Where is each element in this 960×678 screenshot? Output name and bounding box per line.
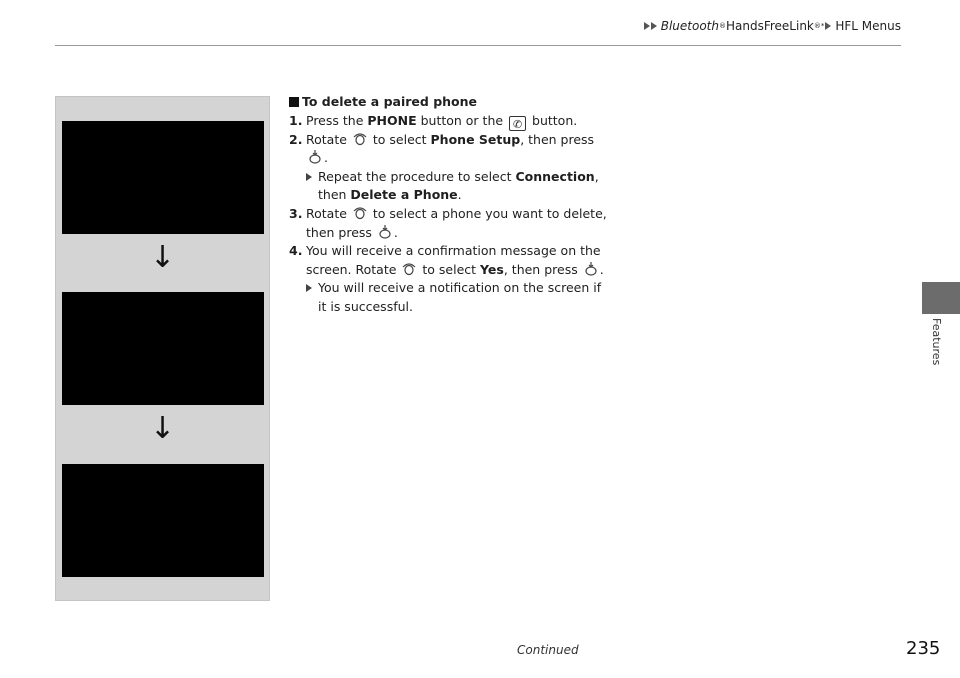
- step-1: [289, 112, 609, 131]
- rotate-knob-icon: [352, 131, 368, 147]
- section-tab-label: Features: [930, 318, 943, 366]
- breadcrumb-bluetooth: Bluetooth: [660, 19, 719, 33]
- step-text: .: [599, 261, 604, 277]
- step-text: You will receive a confirmation message on the screen. Rotate: [306, 243, 601, 277]
- step-text: to select: [418, 261, 481, 277]
- header-rule: [55, 45, 901, 46]
- step-text: , then press: [503, 261, 582, 277]
- breadcrumb-handsfreelink: HandsFreeLink: [725, 19, 814, 33]
- breadcrumb-arrow-icon: [644, 22, 650, 30]
- press-knob-icon: [307, 149, 323, 165]
- step-4-note: [289, 279, 609, 316]
- continued-label: Continued: [517, 643, 579, 657]
- note-text: Repeat the procedure to select: [318, 168, 516, 184]
- rotate-knob-icon: [352, 205, 368, 221]
- step-text: Press the: [306, 112, 368, 128]
- step-number: 3.: [289, 205, 303, 221]
- step-text: .: [324, 150, 328, 166]
- step-text: , then press: [520, 131, 595, 147]
- phone-setup-label: Phone Setup: [430, 131, 521, 147]
- procedure: [289, 93, 609, 317]
- step-2: [289, 131, 609, 168]
- screen-illustration-panel: [55, 96, 270, 601]
- rotate-knob-icon: [401, 261, 417, 277]
- breadcrumb-arrow-icon: [825, 22, 831, 30]
- step-4: [289, 242, 609, 279]
- breadcrumb: [644, 19, 901, 33]
- delete-a-phone-label: Delete a Phone: [350, 187, 458, 203]
- step-3: [289, 205, 609, 242]
- step-text: Rotate: [306, 205, 351, 221]
- phone-icon: ✆: [509, 116, 526, 131]
- down-arrow-icon: ↓: [149, 240, 176, 275]
- note-text: .: [457, 187, 462, 203]
- step-text: to select: [368, 131, 431, 147]
- press-knob-icon: [583, 261, 599, 277]
- asterisk-mark: *: [820, 22, 825, 30]
- note-arrow-icon: [306, 284, 312, 292]
- yes-label: Yes: [480, 261, 504, 277]
- registered-mark: ®: [813, 22, 821, 30]
- registered-mark: ®: [718, 22, 726, 30]
- down-arrow-icon: ↓: [149, 411, 176, 446]
- note-text: , then: [318, 168, 599, 203]
- note-arrow-icon: [306, 173, 312, 181]
- step-text: .: [393, 224, 398, 240]
- step-2-note: [289, 168, 609, 205]
- connection-label: Connection: [515, 168, 595, 184]
- screen-image-3: [62, 464, 264, 577]
- step-number: 2.: [289, 131, 303, 147]
- note-text: You will receive a notification on the screen if it is successful.: [318, 280, 602, 314]
- breadcrumb-arrow-icon: [651, 22, 657, 30]
- step-number: 1.: [289, 112, 303, 128]
- step-text: button or the: [416, 112, 508, 128]
- square-bullet-icon: [289, 97, 299, 107]
- section-tab: [922, 282, 960, 314]
- section-heading-text: To delete a paired phone: [302, 94, 478, 109]
- screen-image-2: [62, 292, 264, 405]
- step-number: 4.: [289, 243, 303, 259]
- breadcrumb-hfl-menus: HFL Menus: [835, 19, 901, 33]
- step-text: Rotate: [306, 131, 351, 147]
- step-text: to select a phone you want to delete, then press: [306, 205, 607, 240]
- page-number: 235: [906, 638, 941, 659]
- screen-image-1: [62, 121, 264, 234]
- press-knob-icon: [377, 224, 393, 240]
- step-text: button.: [528, 112, 578, 128]
- section-heading: [289, 93, 609, 112]
- phone-label: PHONE: [367, 112, 417, 128]
